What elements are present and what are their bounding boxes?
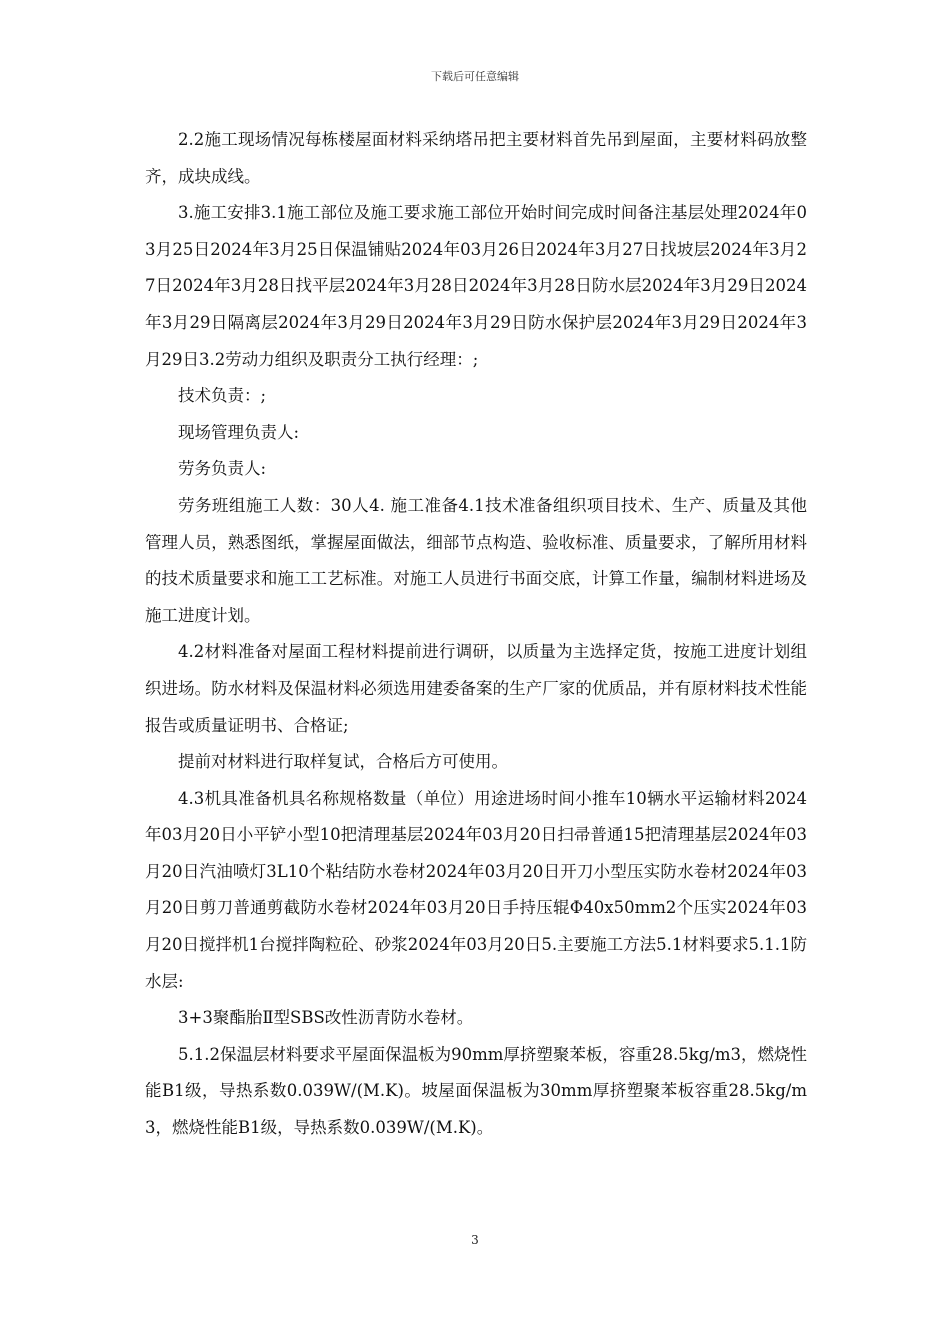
paragraph-site-manager: 现场管理负责人:: [178, 422, 300, 442]
paragraph-construction-schedule: 3.施工安排3.1施工部位及施工要求施工部位开始时间完成时间备注基层处理2024年03月25日2024年3月25日保温铺贴2024年03月26日2024年3月27日找坡层2024年3月27日2024年3月28日找平层2024年3月28日2024年3月28日防水层2024年3月29日2024年3月29日隔离层2024年3月29日2024年3月29日防水保护层2024年3月29日2024年3月29日3.2劳动力组织及职责分工执行经理：;: [145, 203, 807, 369]
paragraph-technical-lead: 技术负责：;: [178, 386, 267, 406]
paragraph-waterproof-membrane: 3+3聚酯胎Ⅱ型SBS改性沥青防水卷材。: [178, 1008, 474, 1028]
paragraph-material-testing: 提前对材料进行取样复试，合格后方可使用。: [178, 752, 508, 772]
paragraph-technical-preparation: 劳务班组施工人数：30人4. 施工准备4.1技术准备组织项目技术、生产、质量及其他管理人员，熟悉图纸，掌握屋面做法，细部节点构造、验收标准、质量要求，了解所用材料的技术质量要求和施工工艺标准。对施工人员进行书面交底，计算工作量，编制材料进场及施工进度计划。: [145, 495, 807, 625]
paragraph-equipment-preparation: 4.3机具准备机具名称规格数量（单位）用途进场时间小推车10辆水平运输材料2024年03月20日小平铲小型10把清理基层2024年03月20日扫帚普通15把清理基层2024年03月20日汽油喷灯3L10个粘结防水卷材2024年03月20日开刀小型压实防水卷材2024年03月20日剪刀普通剪截防水卷材2024年03月20日手持压辊Φ40x50mm2个压实2024年03月20日搅拌机1台搅拌陶粒砼、砂浆2024年03月20日5.主要施工方法5.1材料要求5.1.1防水层:: [145, 788, 807, 991]
document-body: [145, 122, 807, 1147]
paragraph-material-hoisting: 2.2施工现场情况每栋楼屋面材料采纳塔吊把主要材料首先吊到屋面，主要材料码放整齐，成块成线。: [145, 130, 807, 186]
page-number: 3: [471, 1233, 479, 1247]
paragraph-labor-lead: 劳务负责人:: [178, 459, 267, 479]
paragraph-insulation-requirements: 5.1.2保温层材料要求平屋面保温板为90mm厚挤塑聚苯板，容重28.5kg/m3，燃烧性能B1级，导热系数0.039W/(M.K)。坡屋面保温板为30mm厚挤塑聚苯板容重28.5kg/m3，燃烧性能B1级，导热系数0.039W/(M.K)。: [145, 1044, 807, 1138]
paragraph-material-preparation: 4.2材料准备对屋面工程材料提前进行调研，以质量为主选择定货，按施工进度计划组织进场。防水材料及保温材料必须选用建委备案的生产厂家的优质品，并有原材料技术性能报告或质量证明书、合格证;: [145, 642, 807, 735]
page-header: 下载后可任意编辑: [431, 70, 519, 83]
